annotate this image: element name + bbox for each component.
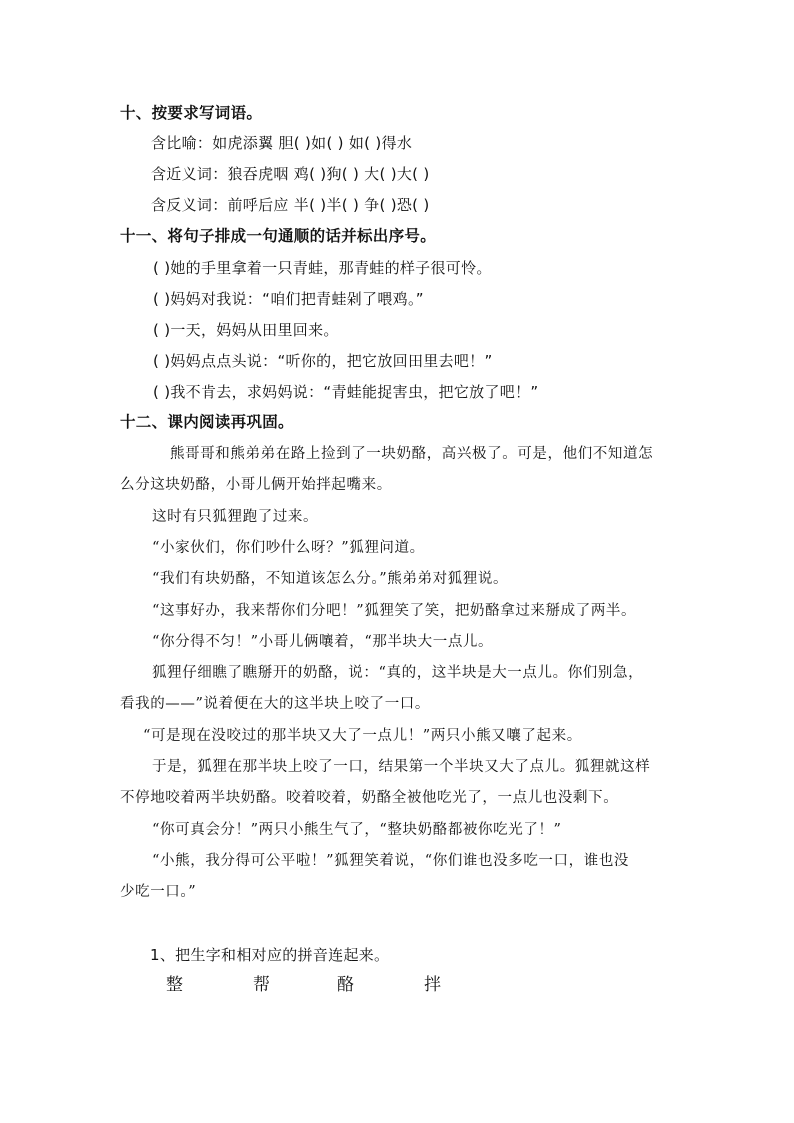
ordering-item: ( )一天，妈妈从田里回来。 — [153, 321, 339, 339]
section-10-row: 含近义词：狼吞虎咽 鸡( )狗( ) 大( )大( ) — [151, 165, 430, 183]
ordering-item: ( )妈妈对我说：“咱们把青蛙剁了喂鸡。” — [153, 290, 424, 308]
ordering-item: ( )我不肯去，求妈妈说：“青蛙能捉害虫，把它放了吧！” — [153, 383, 539, 401]
character-item: 帮 — [253, 975, 270, 995]
story-line: “小家伙们，你们吵什么呀？”狐狸问道。 — [152, 540, 425, 556]
story-line: 狐狸仔细瞧了瞧掰开的奶酪，说：“真的，这半块是大一点儿。你们别急， — [152, 665, 644, 681]
story-line: “我们有块奶酪，不知道该怎么分。”熊弟弟对狐狸说。 — [152, 571, 509, 587]
character-item: 拌 — [424, 975, 441, 995]
story-line: 于是，狐狸在那半块上咬了一口，结果第一个半块又大了点儿。狐狸就这样 — [152, 759, 651, 775]
story-line: 不停地咬着两半块奶酪。咬着咬着，奶酪全被他吃光了，一点儿也没剩下。 — [120, 790, 619, 806]
ordering-item: ( )妈妈点点头说：“听你的，把它放回田里去吧！” — [153, 352, 493, 370]
story-line: “可是现在没咬过的那半块又大了一点儿！”两只小熊又嚷了起来。 — [143, 728, 582, 744]
section-12-heading: 十二、课内阅读再巩固。 — [120, 413, 294, 431]
question-1: 1、把生字和相对应的拼音连起来。 — [150, 946, 390, 964]
story-line: “这事好办，我来帮你们分吧！”狐狸笑了笑，把奶酪拿过来掰成了两半。 — [152, 603, 637, 619]
story-line: 么分这块奶酪，小哥儿俩开始拌起嘴来。 — [120, 477, 392, 493]
story-line: 这时有只狐狸跑了过来。 — [152, 509, 319, 525]
story-line: “小熊，我分得可公平啦！”狐狸笑着说，“你们谁也没多吃一口，谁也没 — [152, 853, 630, 869]
story-line: 熊哥哥和熊弟弟在路上捡到了一块奶酪，高兴极了。可是，他们不知道怎 — [170, 446, 654, 462]
character-item: 酪 — [337, 975, 354, 995]
section-10-row: 含反义词：前呼后应 半( )半( ) 争( )恐( ) — [151, 196, 430, 214]
section-10-heading: 十、按要求写词语。 — [120, 104, 263, 122]
story-line: 少吃一口。” — [120, 884, 197, 900]
story-line: “你可真会分！”两只小熊生气了，“整块奶酪都被你吃光了！” — [152, 822, 562, 838]
section-11-heading: 十一、将句子排成一句通顺的话并标出序号。 — [120, 227, 437, 245]
character-item: 整 — [166, 975, 183, 995]
section-10-row: 含比喻：如虎添翼 胆( )如( ) 如( )得水 — [151, 134, 413, 152]
story-line: 看我的——”说着便在大的这半块上咬了一口。 — [120, 696, 431, 712]
ordering-item: ( )她的手里拿着一只青蛙，那青蛙的样子很可怜。 — [153, 259, 492, 277]
story-line: “你分得不匀！”小哥儿俩嚷着，“那半块大一点儿。 — [152, 634, 494, 650]
